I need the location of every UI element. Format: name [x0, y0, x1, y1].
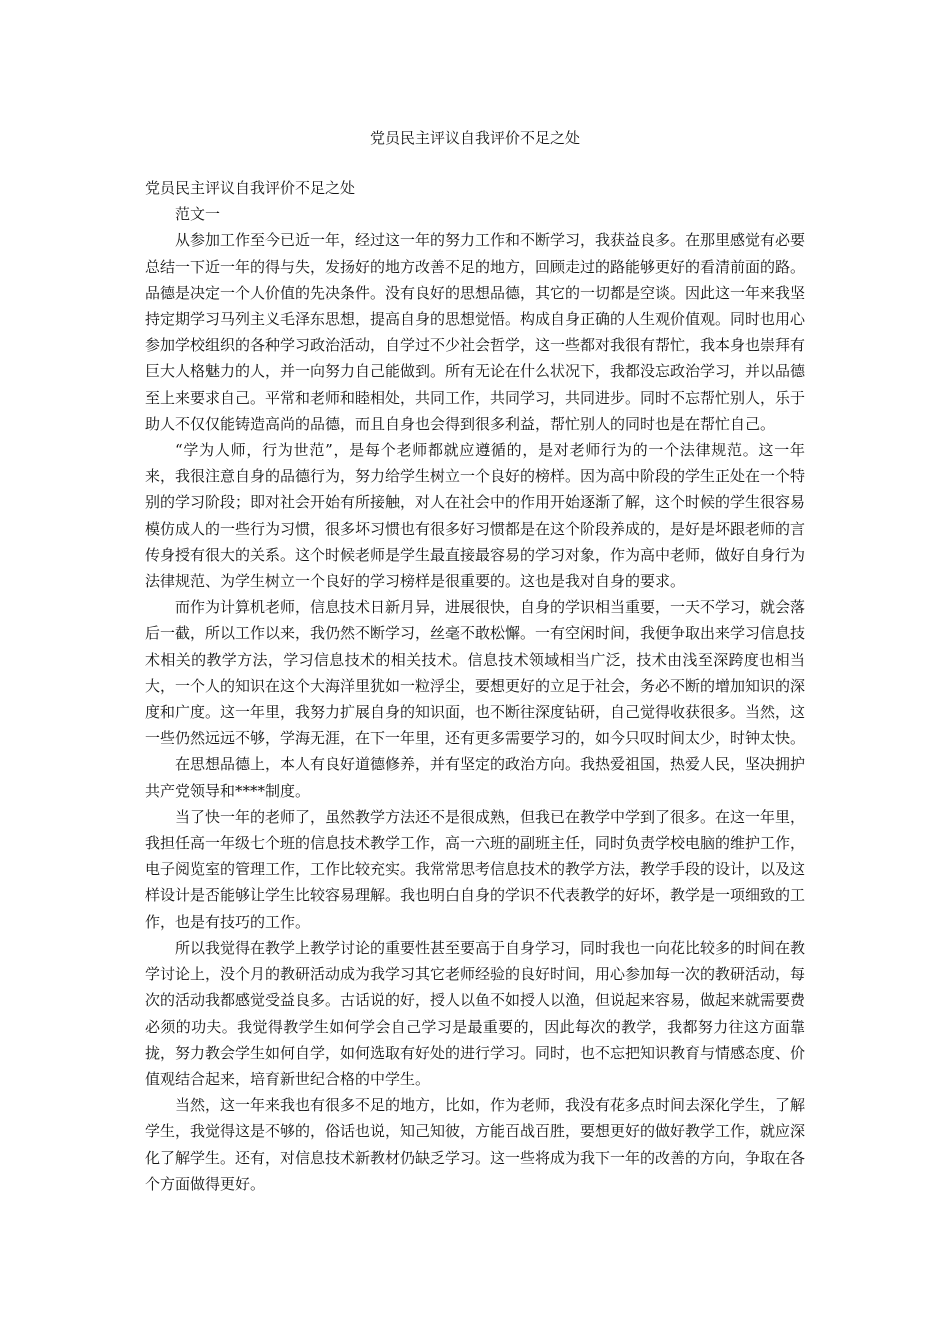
paragraph-3: 而作为计算机老师，信息技术日新月异，进展很快，自身的学识相当重要，一天不学习，就会落后一截，所以工作以来，我仍然不断学习，丝毫不敢松懈。一有空闲时间，我便争取出来学习信息技术相关的教学方法，学习信息技术的相关技术。信息技术领域相当广泛，技术由浅至深跨度也相当大，一个人的知识在这个大海洋里犹如一粒浮尘，要想更好的立足于社会，务必不断的增加知识的深度和广度。这一年里，我努力扩展自身的知识面，也不断往深度钻研，自己觉得收获很多。当然，这一些仍然远远不够，学海无涯，在下一年里，还有更多需要学习的，如今只叹时间太少，时钟太快。	[145, 598, 806, 748]
paragraph-2: “学为人师，行为世范”，是每个老师都就应遵循的，是对老师行为的一个法律规范。这一年来，我很注意自身的品德行为，努力给学生树立一个良好的榜样。因为高中阶段的学生正处在一个特别的学习阶段；即对社会开始有所接触，对人在社会中的作用开始逐渐了解，这个时候的学生很容易模仿成人的一些行为习惯，很多坏习惯也有很多好习惯都是在这个阶段养成的，是好是坏跟老师的言传身授有很大的关系。这个时候老师是学生最直接最容易的学习对象，作为高中老师，做好自身行为法律规范、为学生树立一个良好的学习榜样是很重要的。这也是我对自身的要求。	[145, 441, 806, 591]
section-label: 范文一	[175, 205, 221, 224]
paragraph-7: 当然，这一年来我也有很多不足的地方，比如，作为老师，我没有花多点时间去深化学生，了解学生，我觉得这是不够的，俗话也说，知己知彼，方能百战百胜，要想更好的做好教学工作，就应深化了解学生。还有，对信息技术新教材仍缺乏学习。这一些将成为我下一年的改善的方向，争取在各个方面做得更好。	[145, 1096, 806, 1193]
document-subtitle: 党员民主评议自我评价不足之处	[145, 179, 356, 197]
paragraph-1: 从参加工作至今已近一年，经过这一年的努力工作和不断学习，我获益良多。在那里感觉有必要总结一下近一年的得与失，发扬好的地方改善不足的地方，回顾走过的路能够更好的看清前面的路。品德是决定一个人价值的先决条件。没有良好的思想品德，其它的一切都是空谈。因此这一年来我坚持定期学习马列主义毛泽东思想，提高自身的思想觉悟。构成自身正确的人生观价值观。同时也用心参加学校组织的各种学习政治活动，自学过不少社会哲学，这一些都对我很有帮忙，我本身也崇拜有巨大人格魅力的人，并一向努力自己能做到。所有无论在什么状况下，我都没忘政治学习，并以品德至上来要求自己。平常和老师和睦相处，共同工作，共同学习，共同进步。同时不忘帮忙别人，乐于助人不仅仅能铸造高尚的品德，而且自身也会得到很多利益，帮忙别人的同时也是在帮忙自己。	[145, 231, 806, 433]
paragraph-4: 在思想品德上，本人有良好道德修养，并有坚定的政治方向。我热爱祖国，热爱人民，坚决拥护共产党领导和****制度。	[145, 755, 806, 800]
document-body	[145, 175, 805, 1197]
paragraph-6: 所以我觉得在教学上教学讨论的重要性甚至要高于自身学习，同时我也一向花比较多的时间在教学讨论上，没个月的教研活动成为我学习其它老师经验的良好时间，用心参加每一次的教研活动，每次的活动我都感觉受益良多。古话说的好，授人以鱼不如授人以渔，但说起来容易，做起来就需要费必须的功夫。我觉得教学生如何学会自己学习是最重要的，因此每次的教学，我都努力往这方面靠拢，努力教会学生如何自学，如何选取有好处的进行学习。同时，也不忘把知识教育与情感态度、价值观结合起来，培育新世纪合格的中学生。	[145, 938, 806, 1088]
paragraph-5: 当了快一年的老师了，虽然教学方法还不是很成熟，但我已在教学中学到了很多。在这一年里，我担任高一年级七个班的信息技术教学工作，高一六班的副班主任，同时负责学校电脑的维护工作，电子阅览室的管理工作，工作比较充实。我常常思考信息技术的教学方法，教学手段的设计，以及这样设计是否能够让学生比较容易理解。我也明白自身的学识不代表教学的好坏，教学是一项细致的工作，也是有技巧的工作。	[145, 807, 806, 931]
document-title: 党员民主评议自我评价不足之处	[369, 129, 580, 147]
